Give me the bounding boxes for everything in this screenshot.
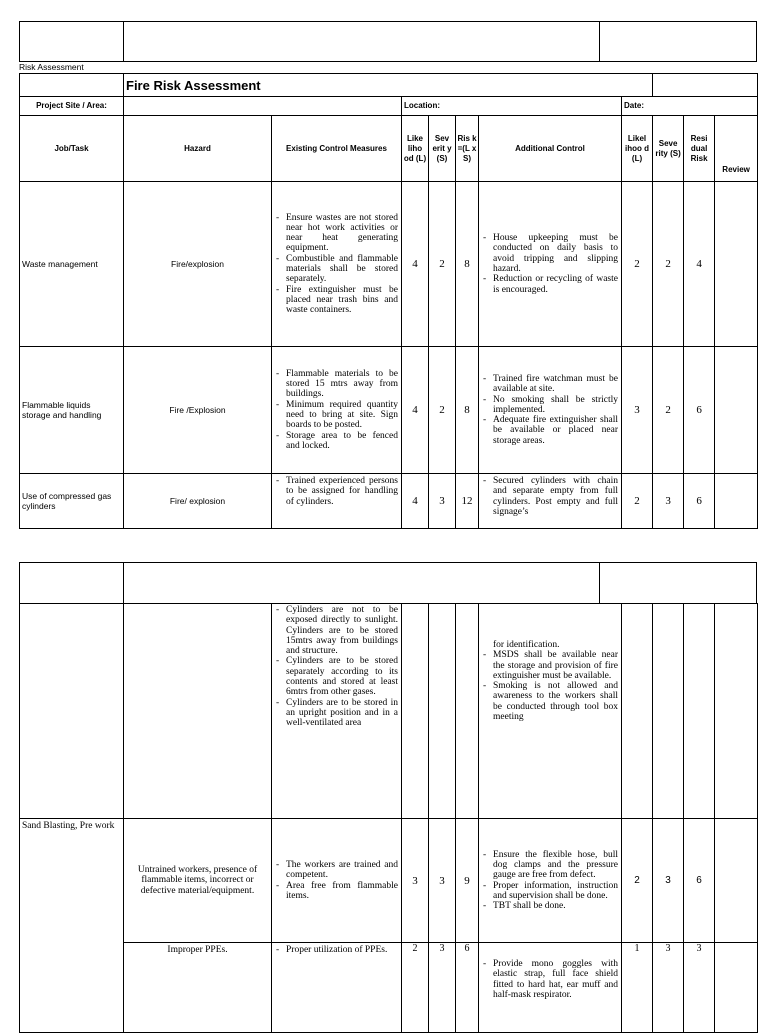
existing-controls-cell <box>272 182 402 347</box>
existing-control-item: - Proper utilization of PPEs. <box>275 945 398 955</box>
date-label: Date: <box>622 97 758 116</box>
residual-likelihood-value: 2 <box>622 474 653 529</box>
col-header-res-likelihood: Likel ihoo d (L) <box>622 116 653 182</box>
residual-likelihood-value <box>622 604 653 819</box>
hazard-cell <box>124 604 272 819</box>
likelihood-value <box>402 604 429 819</box>
additional-controls-cell <box>479 819 622 943</box>
residual-severity-value: 2 <box>653 347 684 474</box>
review-cell <box>715 347 758 474</box>
job-cell: Flammable liquids storage and handling <box>20 347 124 474</box>
additional-control-continued: for identification. <box>493 640 560 650</box>
likelihood-value: 2 <box>402 943 429 1033</box>
page2-header-divider-left <box>123 562 124 604</box>
page2-header-frame <box>19 562 757 604</box>
hazard-cell: Improper PPEs. <box>124 943 272 1033</box>
residual-risk-value <box>684 604 715 819</box>
residual-severity-value <box>653 604 684 819</box>
table-row <box>20 474 758 529</box>
severity-value: 3 <box>429 943 456 1033</box>
col-header-existing: Existing Control Measures <box>272 116 402 182</box>
additional-control-item: - Proper information, instruction and supervision shall be done. <box>482 881 618 902</box>
existing-control-item: - Combustible and flammable materials shall be stored separately. <box>275 254 398 285</box>
likelihood-value: 4 <box>402 347 429 474</box>
review-cell <box>715 474 758 529</box>
severity-value: 2 <box>429 347 456 474</box>
existing-control-item: - Trained experienced persons to be assigned for handling of cylinders. <box>275 476 398 507</box>
residual-likelihood-value: 1 <box>622 943 653 1033</box>
hazard-cell: Untrained workers, presence of flammable items, incorrect or defective material/equipment. <box>124 819 272 943</box>
existing-control-item: - Flammable materials to be stored 15 mtrs away from buildings. <box>275 369 398 400</box>
job-cell: Waste management <box>20 182 124 347</box>
likelihood-value: 4 <box>402 182 429 347</box>
existing-control-item: - Cylinders are not to be exposed directly to sunlight. Cylinders are to be stored 15mtrs away from buildings and structure. <box>275 605 398 656</box>
severity-value: 3 <box>429 819 456 943</box>
page1-header-divider-right <box>599 21 600 62</box>
residual-risk-value: 3 <box>684 943 715 1033</box>
col-header-job: Job/Task <box>20 116 124 182</box>
additional-control-item: - Reduction or recycling of waste is encouraged. <box>482 274 618 295</box>
existing-control-item: - The workers are trained and competent. <box>275 860 398 881</box>
review-cell <box>715 943 758 1033</box>
residual-risk-value: 6 <box>684 347 715 474</box>
page-title: Fire Risk Assessment <box>124 74 653 97</box>
residual-likelihood-value: 2 <box>622 819 653 943</box>
additional-controls-cell <box>479 474 622 529</box>
col-header-likelihood: Like liho od (L) <box>402 116 429 182</box>
existing-control-item: - Storage area to be fenced and locked. <box>275 431 398 452</box>
job-cell: Sand Blasting, Pre work <box>20 819 124 1033</box>
risk-assessment-table <box>19 73 758 529</box>
project-site-label: Project Site / Area: <box>20 97 124 116</box>
col-header-severity: Sev erit y (S) <box>429 116 456 182</box>
col-header-review: Review <box>715 116 758 182</box>
hazard-cell: Fire/explosion <box>124 182 272 347</box>
project-site-value <box>124 97 402 116</box>
existing-control-item: - Ensure wastes are not stored near hot work activities or near heat generating equipment. <box>275 213 398 254</box>
table-row <box>20 182 758 347</box>
severity-value: 2 <box>429 182 456 347</box>
job-cell: Use of compressed gas cylinders <box>20 474 124 529</box>
existing-control-item: - Minimum required quantity need to bring at site. Sign boards to be posted. <box>275 400 398 431</box>
review-cell <box>715 819 758 943</box>
review-cell <box>715 604 758 819</box>
risk-value: 8 <box>456 347 479 474</box>
col-header-res-severity: Seve rity (S) <box>653 116 684 182</box>
additional-control-item: - Secured cylinders with chain and separate empty from full cylinders. Post empty and full signage’s <box>482 476 618 517</box>
col-header-additional: Additional Control <box>479 116 622 182</box>
risk-assessment-table-continued <box>19 603 758 1033</box>
risk-value <box>456 604 479 819</box>
risk-value: 9 <box>456 819 479 943</box>
col-header-residual: Resi dual Risk <box>684 116 715 182</box>
table-row <box>20 604 758 819</box>
title-side-cell <box>653 74 758 97</box>
residual-risk-value: 4 <box>684 182 715 347</box>
existing-control-item: - Area free from flammable items. <box>275 881 398 902</box>
hazard-cell: Fire/ explosion <box>124 474 272 529</box>
page1-header-frame <box>19 21 757 62</box>
additional-control-item: - Adequate fire extinguisher shall be available or placed near storage areas. <box>482 415 618 446</box>
residual-severity-value: 3 <box>653 819 684 943</box>
additional-controls-cell <box>479 943 622 1033</box>
additional-control-item: - TBT shall be done. <box>482 901 618 911</box>
page2-header-divider-right <box>599 562 600 604</box>
additional-controls-cell <box>479 182 622 347</box>
residual-likelihood-value: 3 <box>622 347 653 474</box>
table-row <box>20 819 758 943</box>
additional-control-item: - Ensure the flexible hose, bull dog clamps and the pressure gauge are free from defect. <box>482 850 618 881</box>
page1-header-divider-left <box>123 21 124 62</box>
likelihood-value: 4 <box>402 474 429 529</box>
additional-control-item: - No smoking shall be strictly implemented. <box>482 395 618 416</box>
additional-control-item: - Smoking is not allowed and awareness to the workers shall be conducted through tool box meeting <box>482 681 618 722</box>
residual-likelihood-value: 2 <box>622 182 653 347</box>
title-spacer <box>20 74 124 97</box>
risk-value: 12 <box>456 474 479 529</box>
existing-control-item: - Fire extinguisher must be placed near trash bins and waste containers. <box>275 285 398 316</box>
existing-controls-cell <box>272 943 402 1033</box>
existing-controls-cell <box>272 474 402 529</box>
residual-severity-value: 3 <box>653 474 684 529</box>
risk-value: 8 <box>456 182 479 347</box>
table-row <box>20 943 758 1033</box>
additional-controls-cell <box>479 604 622 819</box>
residual-severity-value: 3 <box>653 943 684 1033</box>
additional-control-item: - MSDS shall be available near the storage and provision of fire extinguisher must be available. <box>482 650 618 681</box>
residual-severity-value: 2 <box>653 182 684 347</box>
additional-control-item: - House upkeeping must be conducted on daily basis to avoid tripping and slipping hazard. <box>482 233 618 274</box>
col-header-hazard: Hazard <box>124 116 272 182</box>
job-cell <box>20 604 124 819</box>
review-cell <box>715 182 758 347</box>
additional-control-item: - Provide mono goggles with elastic strap, full face shield fitted to hard hat, ear muff and half-mask respirator. <box>482 959 618 1000</box>
existing-controls-cell <box>272 347 402 474</box>
table-row <box>20 347 758 474</box>
risk-value: 6 <box>456 943 479 1033</box>
additional-controls-cell <box>479 347 622 474</box>
document-caption: Risk Assessment <box>19 62 84 72</box>
severity-value: 3 <box>429 474 456 529</box>
location-label: Location: <box>402 97 622 116</box>
additional-control-item: - Trained fire watchman must be available at site. <box>482 374 618 395</box>
severity-value <box>429 604 456 819</box>
col-header-risk: Ris k =(L x S) <box>456 116 479 182</box>
hazard-cell: Fire /Explosion <box>124 347 272 474</box>
existing-controls-cell <box>272 604 402 819</box>
likelihood-value: 3 <box>402 819 429 943</box>
existing-controls-cell <box>272 819 402 943</box>
existing-control-item: - Cylinders are to be stored in an upright position and in a well-ventilated area <box>275 698 398 729</box>
residual-risk-value: 6 <box>684 819 715 943</box>
residual-risk-value: 6 <box>684 474 715 529</box>
existing-control-item: - Cylinders are to be stored separately according to its contents and stored at least 6mtrs from other gases. <box>275 656 398 697</box>
